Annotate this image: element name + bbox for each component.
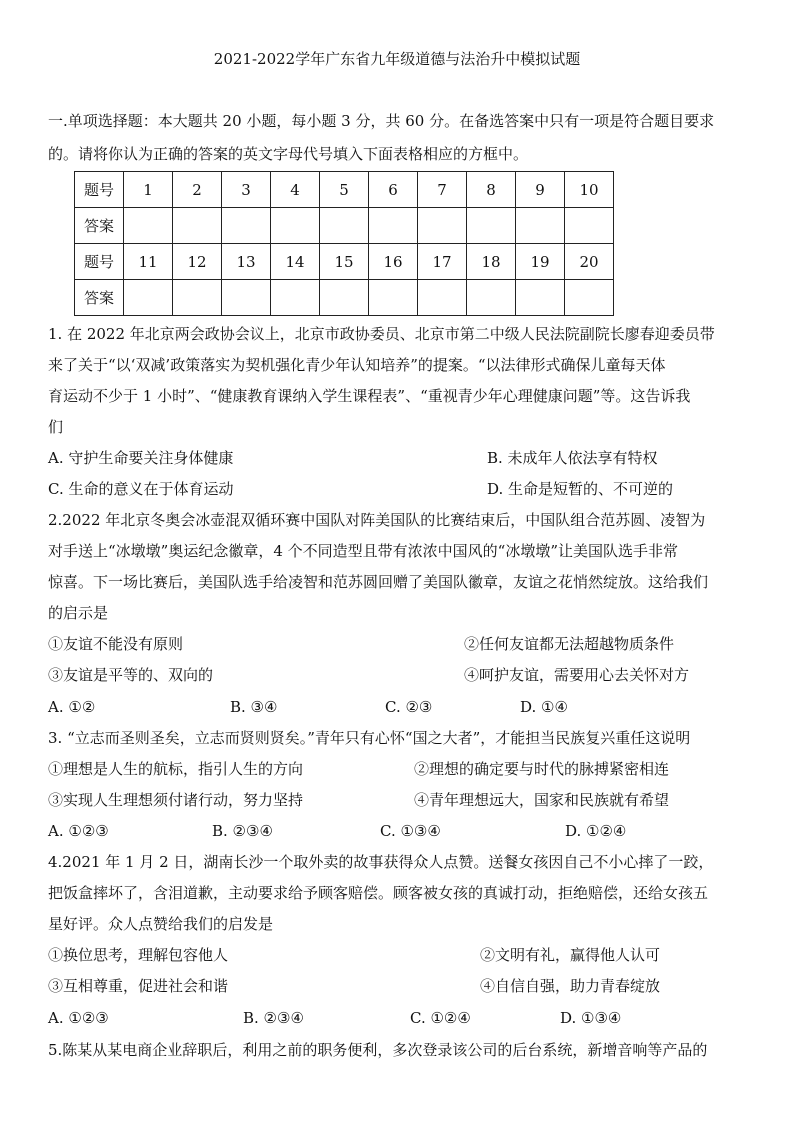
grid-number: 5: [320, 172, 369, 208]
answer-cell[interactable]: [369, 280, 418, 316]
answer-cell[interactable]: [222, 280, 271, 316]
grid-number: 6: [369, 172, 418, 208]
q1-line-3: 育运动不少于 1 小时”、“健康教育课纳入学生课程表”、“重视青少年心理健康问题”等。这告诉我: [48, 387, 691, 405]
grid-number: 20: [565, 244, 614, 280]
q2-option-a: A. ①②: [48, 698, 96, 716]
answer-cell[interactable]: [124, 208, 173, 244]
grid-number: 19: [516, 244, 565, 280]
grid-number: 14: [271, 244, 320, 280]
answer-cell[interactable]: [516, 208, 565, 244]
answer-cell[interactable]: [124, 280, 173, 316]
grid-number: 16: [369, 244, 418, 280]
grid-number: 18: [467, 244, 516, 280]
q1-option-d: D. 生命是短暂的、不可逆的: [487, 480, 674, 498]
q2-statement-4: ④呵护友谊，需要用心去关怀对方: [464, 666, 690, 684]
grid-number: 2: [173, 172, 222, 208]
q4-statement-3: ③互相尊重，促进社会和谐: [48, 977, 229, 995]
grid-number: 10: [565, 172, 614, 208]
q4-line-2: 把饭盒摔坏了，含泪道歉，主动要求给予顾客赔偿。顾客被女孩的真诚打动，拒绝赔偿，还给女孩五: [48, 884, 709, 902]
q4-line-3: 星好评。众人点赞给我们的启发是: [48, 915, 274, 933]
q2-statement-3: ③友谊是平等的、双向的: [48, 666, 214, 684]
grid-number: 13: [222, 244, 271, 280]
instructions-line-2: 的。请将你认为正确的答案的英文字母代号填入下面表格相应的方框中。: [48, 145, 529, 163]
answer-cell[interactable]: [516, 280, 565, 316]
grid-number: 7: [418, 172, 467, 208]
q1-option-c: C. 生命的意义在于体育运动: [48, 480, 234, 498]
q4-option-a: A. ①②③: [48, 1009, 109, 1027]
q4-line-1: 4.2021 年 1 月 2 日，湖南长沙一个取外卖的故事获得众人点赞。送餐女孩因自己不小心摔了一跤，: [48, 853, 714, 871]
q4-statement-1: ①换位思考，理解包容他人: [48, 946, 229, 964]
q2-line-1: 2.2022 年北京冬奥会冰壶混双循环赛中国队对阵美国队的比赛结束后，中国队组合范苏圆、凌智为: [48, 511, 706, 529]
page-title: 2021-2022学年广东省九年级道德与法治升中模拟试题: [213, 50, 581, 68]
answer-cell[interactable]: [467, 208, 516, 244]
grid-answer-label: 答案: [75, 208, 124, 244]
q3-option-c: C. ①③④: [380, 822, 441, 840]
grid-header-label: 题号: [75, 172, 124, 208]
q3-line-1: 3. “立志而圣则圣矣，立志而贤则贤矣。”青年只有心怀“国之大者”，才能担当民族复兴重任这说明: [48, 729, 691, 747]
grid-answer-label: 答案: [75, 280, 124, 316]
grid-number: 12: [173, 244, 222, 280]
q3-statement-4: ④青年理想远大，国家和民族就有希望: [414, 791, 670, 809]
grid-row-numbers-1: [75, 172, 614, 208]
q1-option-a: A. 守护生命要关注身体健康: [48, 449, 234, 467]
answer-grid: [74, 171, 614, 316]
q2-option-c: C. ②③: [385, 698, 433, 716]
q3-option-d: D. ①②④: [565, 822, 627, 840]
q3-statement-3: ③实现人生理想须付诸行动，努力坚持: [48, 791, 304, 809]
grid-number: 11: [124, 244, 173, 280]
answer-cell[interactable]: [418, 280, 467, 316]
answer-cell[interactable]: [173, 280, 222, 316]
q4-statement-2: ②文明有礼，赢得他人认可: [480, 946, 661, 964]
q2-line-2: 对手送上“冰墩墩”奥运纪念徽章，4 个不同造型且带有浓浓中国风的“冰墩墩”让美国队选手非常: [48, 542, 678, 560]
q2-line-3: 惊喜。下一场比赛后，美国队选手给凌智和范苏圆回赠了美国队徽章，友谊之花悄然绽放。这给我们: [48, 573, 709, 591]
q3-option-b: B. ②③④: [212, 822, 273, 840]
q2-statement-2: ②任何友谊都无法超越物质条件: [464, 635, 675, 653]
grid-row-numbers-2: [75, 244, 614, 280]
answer-cell[interactable]: [320, 280, 369, 316]
answer-cell[interactable]: [369, 208, 418, 244]
grid-number: 17: [418, 244, 467, 280]
answer-cell[interactable]: [565, 208, 614, 244]
grid-number: 3: [222, 172, 271, 208]
q3-statement-1: ①理想是人生的航标，指引人生的方向: [48, 760, 304, 778]
grid-number: 4: [271, 172, 320, 208]
instructions-line-1: 一.单项选择题：本大题共 20 小题，每小题 3 分，共 60 分。在备选答案中只有一项是符合题目要求: [48, 112, 715, 130]
answer-cell[interactable]: [320, 208, 369, 244]
grid-number: 8: [467, 172, 516, 208]
q3-statement-2: ②理想的确定要与时代的脉搏紧密相连: [414, 760, 670, 778]
q2-option-b: B. ③④: [230, 698, 278, 716]
grid-number: 1: [124, 172, 173, 208]
q2-line-4: 的启示是: [48, 604, 109, 622]
q4-option-c: C. ①②④: [410, 1009, 471, 1027]
q2-statement-1: ①友谊不能没有原则: [48, 635, 184, 653]
grid-row-answers-1: [75, 208, 614, 244]
answer-cell[interactable]: [467, 280, 516, 316]
answer-cell[interactable]: [271, 208, 320, 244]
q4-option-b: B. ②③④: [243, 1009, 304, 1027]
grid-number: 9: [516, 172, 565, 208]
grid-number: 15: [320, 244, 369, 280]
q4-option-d: D. ①③④: [560, 1009, 622, 1027]
q1-option-b: B. 未成年人依法享有特权: [487, 449, 658, 467]
q2-option-d: D. ①④: [520, 698, 568, 716]
q5-line-1: 5.陈某从某电商企业辞职后，利用之前的职务便利，多次登录该公司的后台系统，新增音响等产品的: [48, 1041, 708, 1059]
q1-line-2: 来了关于“以‘双减’政策落实为契机强化青少年认知培养”的提案。“以法律形式确保儿童每天体: [48, 356, 666, 374]
answer-cell[interactable]: [173, 208, 222, 244]
q1-line-4: 们: [48, 418, 64, 436]
answer-cell[interactable]: [418, 208, 467, 244]
q4-statement-4: ④自信自强，助力青春绽放: [480, 977, 661, 995]
q3-option-a: A. ①②③: [48, 822, 109, 840]
answer-cell[interactable]: [222, 208, 271, 244]
grid-header-label: 题号: [75, 244, 124, 280]
grid-row-answers-2: [75, 280, 614, 316]
answer-cell[interactable]: [565, 280, 614, 316]
q1-line-1: 1. 在 2022 年北京两会政协会议上，北京市政协委员、北京市第二中级人民法院副院长廖春迎委员带: [48, 325, 715, 343]
answer-cell[interactable]: [271, 280, 320, 316]
